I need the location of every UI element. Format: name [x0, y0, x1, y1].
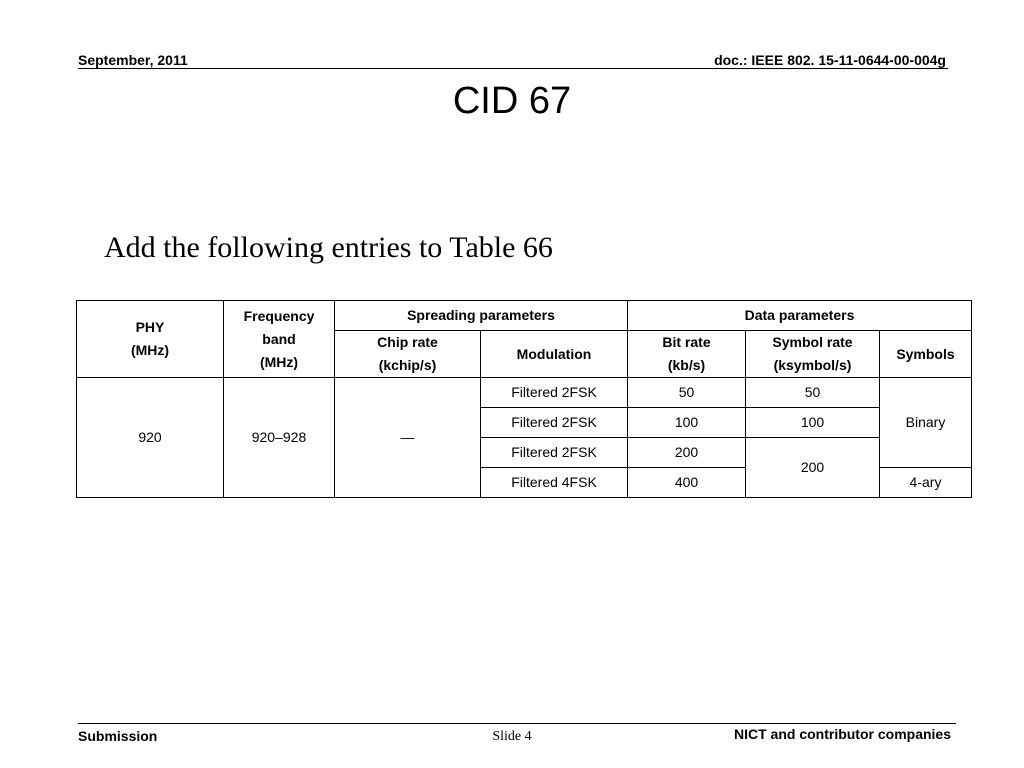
col-header-frequency-band: [224, 301, 335, 378]
cell-symbols-4ary: 4-ary: [880, 468, 972, 498]
slide-subtitle: Add the following entries to Table 66: [104, 231, 553, 264]
col-header-freq-line2: band: [262, 330, 296, 347]
table-row: [77, 378, 972, 408]
cell-bit-rate: 50: [628, 378, 746, 408]
header-doc-id: doc.: IEEE 802. 15-11-0644-00-004g: [714, 52, 946, 68]
footer-rule: [78, 723, 956, 724]
cell-symbol-rate: 50: [746, 378, 880, 408]
cell-modulation: Filtered 2FSK: [481, 408, 628, 438]
cell-modulation: Filtered 2FSK: [481, 438, 628, 468]
slide-title: CID 67: [452, 80, 572, 122]
col-header-symbol-rate: [746, 331, 880, 378]
header-date: September, 2011: [78, 52, 188, 68]
col-header-modulation: Modulation: [481, 331, 628, 378]
col-header-bitrate-line2: (kb/s): [667, 357, 706, 373]
header-row-1: [77, 301, 972, 331]
col-header-freq-line3: (MHz): [259, 353, 299, 370]
col-header-bit-rate: [628, 331, 746, 378]
group-header-spreading: Spreading parameters: [335, 301, 628, 331]
cell-modulation: Filtered 2FSK: [481, 378, 628, 408]
footer-slide-number: Slide 4: [492, 729, 532, 744]
col-header-symrate-line2: (ksymbol/s): [773, 357, 852, 373]
col-header-phy-line1: PHY: [135, 319, 165, 335]
cell-band: 920–928: [224, 378, 335, 498]
footer-organization: NICT and contributor companies: [733, 726, 951, 742]
col-header-phy-line2: (MHz): [130, 342, 170, 358]
col-header-chip-rate: [335, 331, 481, 378]
col-header-phy: [77, 301, 224, 378]
cell-chip-rate: —: [335, 378, 481, 498]
cell-bit-rate: 400: [628, 468, 746, 498]
footer-submission: Submission: [78, 728, 158, 744]
col-header-symbols: Symbols: [880, 331, 972, 378]
cell-symbol-rate: 200: [746, 438, 880, 498]
parameters-table: [76, 300, 972, 498]
header-rule: [78, 68, 948, 69]
cell-symbols-binary: Binary: [880, 378, 972, 468]
cell-bit-rate: 100: [628, 408, 746, 438]
col-header-chip-line2: (kchip/s): [378, 357, 437, 373]
col-header-bitrate-line1: Bit rate: [662, 334, 711, 350]
col-header-chip-line1: Chip rate: [377, 334, 438, 350]
cell-phy: 920: [77, 378, 224, 498]
group-header-data: Data parameters: [628, 301, 972, 331]
cell-modulation: Filtered 4FSK: [481, 468, 628, 498]
cell-symbol-rate: 100: [746, 408, 880, 438]
col-header-freq-line1: Frequency: [243, 307, 315, 324]
cell-bit-rate: 200: [628, 438, 746, 468]
col-header-symrate-line1: Symbol rate: [772, 334, 853, 350]
